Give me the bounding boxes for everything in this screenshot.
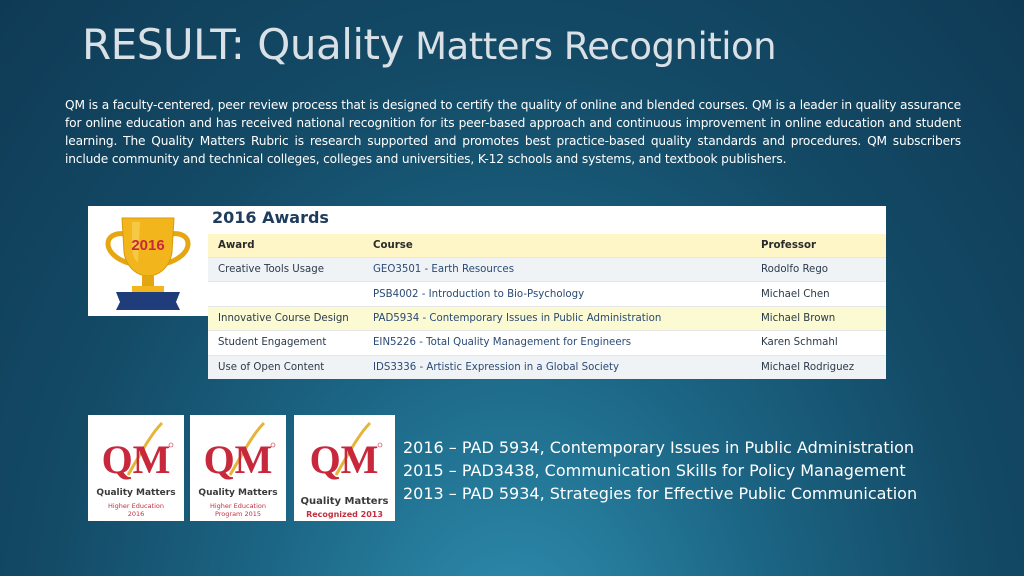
awards-panel (208, 206, 886, 378)
badge-line1: Higher Education (107, 502, 165, 510)
badge-line2: 2016 (127, 510, 145, 518)
professor-cell: Michael Rodriguez (751, 355, 886, 379)
badge-name: Quality Matters (198, 488, 278, 498)
course-link[interactable]: IDS3336 - Artistic Expression in a Global Society (363, 355, 751, 379)
qm-badge-2013 (294, 415, 395, 521)
recognition-list (403, 436, 917, 505)
list-item: 2015 – PAD3438, Communication Skills for Policy Management (403, 461, 906, 480)
awards-header-row (208, 234, 886, 258)
badge-name: Quality Matters (300, 496, 389, 507)
award-cell: Creative Tools Usage (208, 258, 363, 282)
list-item: 2016 – PAD 5934, Contemporary Issues in Public Administration (403, 438, 915, 457)
award-cell (208, 282, 363, 306)
table-row (208, 331, 886, 355)
table-row (208, 258, 886, 282)
qm-badge-2016 (88, 415, 184, 521)
table-row (208, 282, 886, 306)
header-professor: Professor (751, 234, 886, 258)
slide-title-part2: Matters Recognition (403, 25, 777, 68)
professor-cell: Rodolfo Rego (751, 258, 886, 282)
qm-badge-2015 (190, 415, 286, 521)
table-row-highlighted (208, 306, 886, 330)
qm-logo-text: QM (309, 437, 379, 482)
qm-logo-text: QM (203, 437, 273, 482)
header-course: Course (363, 234, 751, 258)
badge-line1: Higher Education (209, 502, 267, 510)
qm-logo-text: QM (101, 437, 171, 482)
course-link[interactable]: EIN5226 - Total Quality Management for Engineers (363, 331, 751, 355)
professor-cell: Michael Chen (751, 282, 886, 306)
course-link[interactable]: GEO3501 - Earth Resources (363, 258, 751, 282)
slide-title (82, 20, 776, 69)
course-link[interactable]: PSB4002 - Introduction to Bio-Psychology (363, 282, 751, 306)
qm-logo-icon (294, 415, 395, 487)
table-row (208, 355, 886, 379)
trophy-image (88, 206, 208, 316)
professor-cell: Michael Brown (751, 306, 886, 330)
badge-name: Quality Matters (96, 488, 176, 498)
awards-title: 2016 Awards (212, 208, 329, 227)
trophy-icon (88, 206, 208, 316)
professor-cell: Karen Schmahl (751, 331, 886, 355)
qm-logo-icon (190, 415, 286, 487)
award-cell: Student Engagement (208, 331, 363, 355)
badge-line1: Recognized 2013 (306, 510, 383, 519)
intro-paragraph: QM is a faculty-centered, peer review process that is designed to certify the quality of online and blended courses. QM is a leader in quality assurance for online education and has received national recognition for its peer-based approach and continuous improvement in online education and student learning. The Quality Matters Rubric is research supported and promotes best practice-based quality standards and procedures. QM subscribers include community and technical colleges, colleges and universities, K-12 schools and systems, and textbook publishers. (65, 98, 961, 166)
award-cell: Innovative Course Design (208, 306, 363, 330)
list-item: 2013 – PAD 5934, Strategies for Effective Public Communication (403, 484, 918, 503)
awards-table (208, 234, 886, 379)
slide-title-part1: RESULT: Quality (82, 20, 404, 69)
qm-logo-icon (88, 415, 184, 487)
award-cell: Use of Open Content (208, 355, 363, 379)
course-link[interactable]: PAD5934 - Contemporary Issues in Public Administration (363, 306, 751, 330)
trophy-year: 2016 (131, 237, 165, 254)
header-award: Award (208, 234, 363, 258)
badge-line2: Program 2015 (214, 510, 262, 518)
